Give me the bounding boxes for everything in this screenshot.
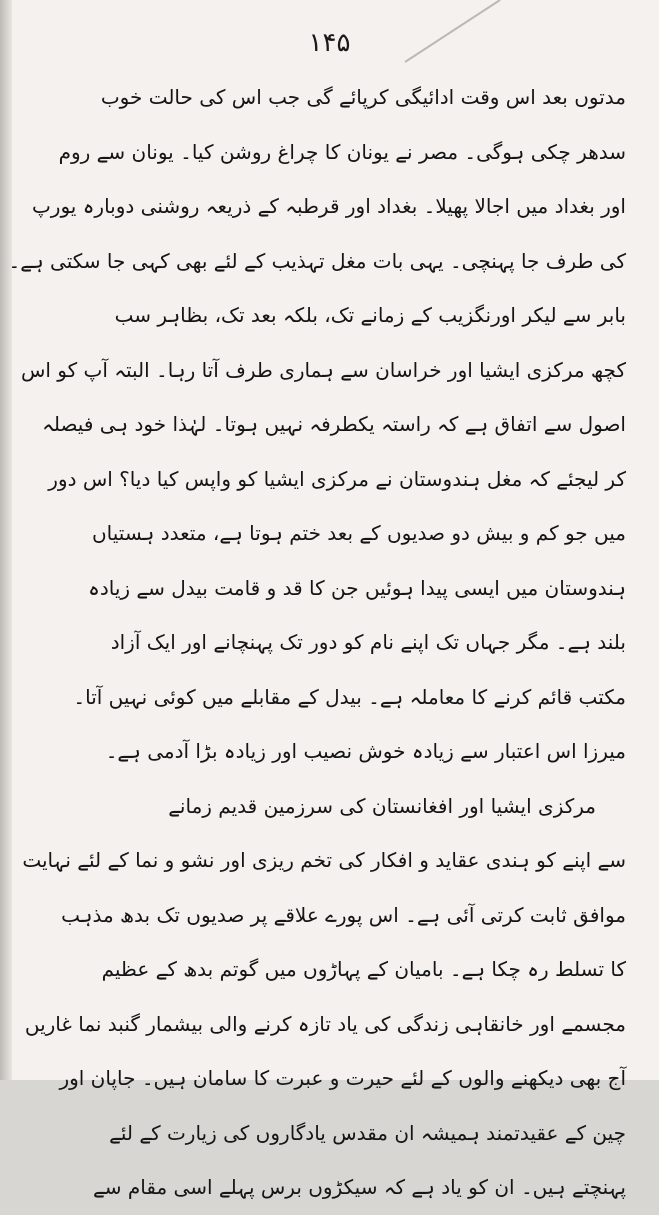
page-binding-shadow	[0, 0, 12, 1080]
text-line: کر لیجئے کہ مغل ہندوستان نے مرکزی ایشیا کو واپس کیا دیا؟ اس دور	[48, 466, 626, 491]
text-line: مجسمے اور خانقاہی زندگی کی یاد تازہ کرنے والی بیشمار گنبد نما غاریں	[24, 1011, 626, 1036]
body-text	[8, 70, 626, 1215]
text-line: پہنچتے ہیں۔ ان کو یاد ہے کہ سیکڑوں برس پہلے اسی مقام سے	[93, 1175, 626, 1199]
text-line: سے اپنے کو ہندی عقاید و افکار کی تخم ریزی اور نشو و نما کے لئے نہایت	[22, 848, 626, 872]
text-line: مدتوں بعد اس وقت ادائیگی کرپائے گی جب اس کی حالت خوب	[100, 85, 626, 109]
text-line: کچھ مرکزی ایشیا اور خراسان سے ہماری طرف آتا رہا۔ البتہ آپ کو اس	[20, 357, 626, 382]
text-line: بابر سے لیکر اورنگزیب کے زمانے تک، بلکہ بعد تک، بظاہر سب	[114, 303, 626, 327]
text-line: آج بھی دیکھنے والوں کے لئے حیرت و عبرت کا سامان ہیں۔ جاپان اور	[59, 1066, 626, 1090]
text-line: کا تسلط رہ چکا ہے۔ بامیان کے پہاڑوں میں گوتم بدھ کے عظیم	[101, 957, 626, 981]
paragraph-start-line: مرکزی ایشیا اور افغانستان کی سرزمین قدیم زمانے	[168, 793, 596, 818]
text-line: کی طرف جا پہنچی۔ یہی بات مغل تہذیب کے لئے بھی کہی جا سکتی ہے۔	[8, 248, 626, 273]
text-line: سدھر چکی ہوگی۔ مصر نے یونان کا چراغ روشن کیا۔ یونان سے روم	[58, 139, 626, 164]
text-line: میں جو کم و بیش دو صدیوں کے بعد ختم ہوتا ہے، متعدد ہستیاں	[91, 521, 626, 545]
text-line: اور بغداد میں اجالا پھیلا۔ بغداد اور قرطبہ کے ذریعہ روشنی دوبارہ یورپ	[31, 194, 626, 218]
text-line: ہندوستان میں ایسی پیدا ہوئیں جن کا قد و قامت بیدل سے زیادہ	[88, 575, 626, 600]
text-line: مکتب قائم کرنے کا معاملہ ہے۔ بیدل کے مقابلے میں کوئی نہیں آتا۔	[73, 684, 626, 709]
text-line: اصول سے اتفاق ہے کہ راستہ یکطرفہ نہیں ہوتا۔ لہٰذا خود ہی فیصلہ	[42, 412, 626, 436]
text-line: موافق ثابت کرتی آئی ہے۔ اس پورے علاقے پر صدیوں تک بدھ مذہب	[61, 902, 626, 927]
page-number: ۱۴۵	[308, 28, 351, 58]
text-line: چین کے عقیدتمند ہمیشہ ان مقدس یادگاروں کی زیارت کے لئے	[109, 1120, 626, 1145]
text-line: بلند ہے۔ مگر جہاں تک اپنے نام کو دور تک پہنچانے اور ایک آزاد	[110, 630, 626, 654]
text-line: میرزا اس اعتبار سے زیادہ خوش نصیب اور زیادہ بڑا آدمی ہے۔	[105, 739, 626, 763]
